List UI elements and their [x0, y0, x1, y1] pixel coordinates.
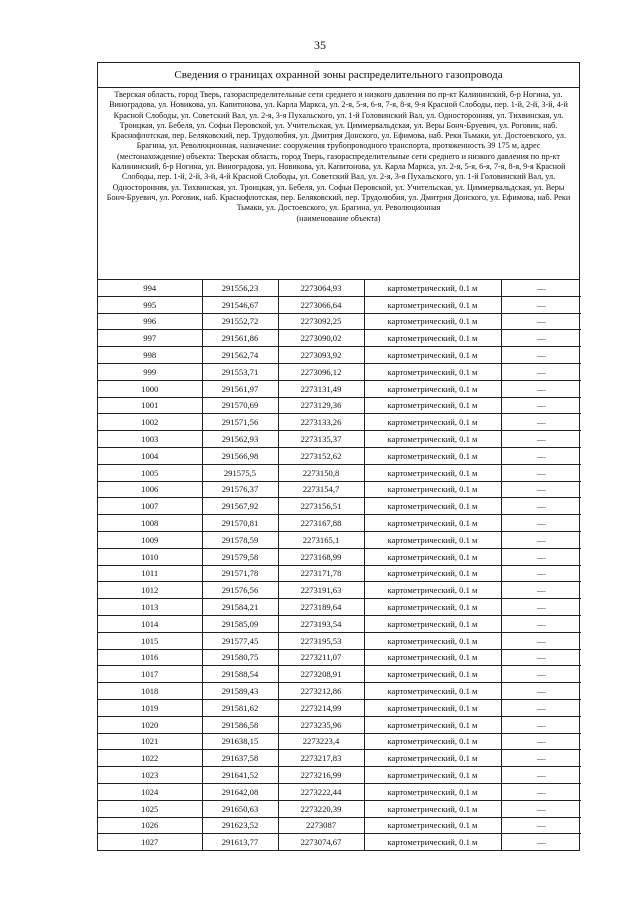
y-coordinate-cell: 2273074,67: [278, 834, 364, 850]
method-accuracy-cell: картометрический, 0.1 м: [364, 548, 501, 565]
x-coordinate-cell: 291577,45: [202, 632, 278, 649]
x-coordinate-cell: 291641,52: [202, 767, 278, 784]
method-accuracy-cell: картометрический, 0.1 м: [364, 733, 501, 750]
description-cell: —: [501, 330, 581, 347]
method-accuracy-cell: картометрический, 0.1 м: [364, 380, 501, 397]
point-number-cell: 1006: [98, 481, 202, 498]
method-accuracy-cell: картометрический, 0.1 м: [364, 699, 501, 716]
description-cell: —: [501, 683, 581, 700]
method-accuracy-cell: картометрический, 0.1 м: [364, 464, 501, 481]
method-accuracy-cell: картометрический, 0.1 м: [364, 447, 501, 464]
y-coordinate-cell: 2273220,39: [278, 800, 364, 817]
method-accuracy-cell: картометрический, 0.1 м: [364, 750, 501, 767]
object-description-block: [98, 88, 579, 280]
y-coordinate-cell: 2273222,44: [278, 783, 364, 800]
description-cell: —: [501, 649, 581, 666]
table-row: [98, 800, 581, 817]
x-coordinate-cell: 291562,93: [202, 431, 278, 448]
x-coordinate-cell: 291556,23: [202, 280, 278, 296]
point-number-cell: 1013: [98, 599, 202, 616]
description-cell: —: [501, 531, 581, 548]
table-row: [98, 464, 581, 481]
description-cell: —: [501, 515, 581, 532]
point-number-cell: 1002: [98, 414, 202, 431]
point-number-cell: 1008: [98, 515, 202, 532]
method-accuracy-cell: картометрический, 0.1 м: [364, 515, 501, 532]
description-cell: —: [501, 414, 581, 431]
method-accuracy-cell: картометрический, 0.1 м: [364, 347, 501, 364]
description-cell: —: [501, 716, 581, 733]
description-cell: —: [501, 800, 581, 817]
x-coordinate-cell: 291566,98: [202, 447, 278, 464]
method-accuracy-cell: картометрический, 0.1 м: [364, 565, 501, 582]
table-row: [98, 817, 581, 834]
point-number-cell: 1015: [98, 632, 202, 649]
point-number-cell: 994: [98, 280, 202, 296]
table-row: [98, 767, 581, 784]
description-cell: —: [501, 699, 581, 716]
y-coordinate-cell: 2273135,37: [278, 431, 364, 448]
x-coordinate-cell: 291580,75: [202, 649, 278, 666]
document-title: Сведения о границах охранной зоны распределительного газопровода: [98, 63, 579, 88]
x-coordinate-cell: 291586,58: [202, 716, 278, 733]
table-row: [98, 498, 581, 515]
y-coordinate-cell: 2273150,8: [278, 464, 364, 481]
description-cell: —: [501, 313, 581, 330]
method-accuracy-cell: картометрический, 0.1 м: [364, 615, 501, 632]
table-row: [98, 783, 581, 800]
point-number-cell: 1022: [98, 750, 202, 767]
y-coordinate-cell: 2273217,83: [278, 750, 364, 767]
description-cell: —: [501, 296, 581, 313]
x-coordinate-cell: 291638,15: [202, 733, 278, 750]
description-cell: —: [501, 733, 581, 750]
description-cell: —: [501, 582, 581, 599]
page-number: 35: [314, 38, 326, 52]
y-coordinate-cell: 2273156,51: [278, 498, 364, 515]
y-coordinate-cell: 2273211,07: [278, 649, 364, 666]
table-row: [98, 699, 581, 716]
x-coordinate-cell: 291546,67: [202, 296, 278, 313]
y-coordinate-cell: 2273208,91: [278, 666, 364, 683]
y-coordinate-cell: 2273154,7: [278, 481, 364, 498]
description-cell: —: [501, 363, 581, 380]
table-row: [98, 481, 581, 498]
y-coordinate-cell: 2273165,1: [278, 531, 364, 548]
point-number-cell: 1005: [98, 464, 202, 481]
x-coordinate-cell: 291570,69: [202, 397, 278, 414]
x-coordinate-cell: 291588,54: [202, 666, 278, 683]
point-number-cell: 1023: [98, 767, 202, 784]
y-coordinate-cell: 2273189,64: [278, 599, 364, 616]
method-accuracy-cell: картометрический, 0.1 м: [364, 280, 501, 296]
point-number-cell: 1024: [98, 783, 202, 800]
y-coordinate-cell: 2273235,96: [278, 716, 364, 733]
coordinates-table-body: [98, 280, 581, 850]
boundary-info-frame: [97, 62, 580, 851]
y-coordinate-cell: 2273090,02: [278, 330, 364, 347]
method-accuracy-cell: картометрический, 0.1 м: [364, 431, 501, 448]
y-coordinate-cell: 2273064,93: [278, 280, 364, 296]
description-cell: —: [501, 834, 581, 850]
method-accuracy-cell: картометрический, 0.1 м: [364, 481, 501, 498]
table-row: [98, 431, 581, 448]
x-coordinate-cell: 291579,58: [202, 548, 278, 565]
table-row: [98, 599, 581, 616]
method-accuracy-cell: картометрический, 0.1 м: [364, 767, 501, 784]
method-accuracy-cell: картометрический, 0.1 м: [364, 649, 501, 666]
x-coordinate-cell: 291561,86: [202, 330, 278, 347]
x-coordinate-cell: 291576,37: [202, 481, 278, 498]
object-description: Тверская область, город Тверь, газораспределительные сети среднего и низкого давления по пр-кт Калининский, б-р Ногина, ул. Виноградова, ул. Новикова, ул. Капитонова, ул. Карла Маркса, ул. 2-я, 5-я, 6-я, 7-я, 8-я, 9-я Красной Слободы, пер. 1-й, 2-й, 3-й, 4-й Красной Слободы, ул. Советский Вал, ул. 2-я, 3-я Пухальского, ул. 1-й Головинский Вал, ул. Односторонняя, ул. Тихвинская, ул. Троицкая, ул. Бебеля, ул. Софьи Перовской, ул. Учительская, ул. Циммервальдская, ул. Веры Бонч-Бруевич, ул. Роговик, наб. Краснофлотская, пер. Беляковский, пер. Трудолюбия, ул. Дмитрия Донского, ул. Ефимова, наб. Реки Тьмаки, ул. Достоевского, ул. Брагина, ул. Революционная, назначение: сооружения трубопроводного транспорта, протяженность 39 175 м, адрес (местонахождение) объекта: Тверская область, город Тверь, газораспределительные сети среднего и низкого давления по пр-кт Калининский, б-р Ногина, ул. Виноградова, ул. Новикова, ул. Капитонова, ул. Карла Маркса, ул. 2-я, 5-я, 6-я, 7-я, 8-я, 9-я Красной Слободы, пер. 1-й, 2-й, 3-й, 4-й Красной Слободы, ул. Советский Вал, ул. 2-я, 3-я Пухальского, ул. 1-й Головинский Вал, ул. Односторонняя, ул. Тихвинская, ул. Троицкая, ул. Бебеля, ул. Софьи Перовской, ул. Учительская, ул. Циммервальдская, ул. Веры Бонч-Бруевич, ул. Роговик, наб. Краснофлотская, пер. Беляковский, пер. Трудолюбия, ул. Дмитрия Донского, ул. Ефимова, наб. Реки Тьмаки, ул. Достоевского, ул. Брагина, ул. Революционная: [106, 90, 571, 213]
table-row: [98, 683, 581, 700]
description-cell: —: [501, 447, 581, 464]
table-row: [98, 447, 581, 464]
table-row: [98, 347, 581, 364]
method-accuracy-cell: картометрический, 0.1 м: [364, 582, 501, 599]
description-cell: —: [501, 632, 581, 649]
point-number-cell: 1021: [98, 733, 202, 750]
y-coordinate-cell: 2273214,99: [278, 699, 364, 716]
description-cell: —: [501, 750, 581, 767]
table-row: [98, 397, 581, 414]
y-coordinate-cell: 2273191,63: [278, 582, 364, 599]
object-name-caption: (наименование объекта): [296, 213, 381, 223]
description-cell: —: [501, 280, 581, 296]
point-number-cell: 1017: [98, 666, 202, 683]
method-accuracy-cell: картометрический, 0.1 м: [364, 397, 501, 414]
point-number-cell: 1016: [98, 649, 202, 666]
method-accuracy-cell: картометрический, 0.1 м: [364, 531, 501, 548]
table-row: [98, 515, 581, 532]
point-number-cell: 1019: [98, 699, 202, 716]
description-cell: —: [501, 783, 581, 800]
description-cell: —: [501, 817, 581, 834]
y-coordinate-cell: 2273195,53: [278, 632, 364, 649]
x-coordinate-cell: 291642,08: [202, 783, 278, 800]
x-coordinate-cell: 291562,74: [202, 347, 278, 364]
y-coordinate-cell: 2273167,88: [278, 515, 364, 532]
x-coordinate-cell: 291585,09: [202, 615, 278, 632]
x-coordinate-cell: 291650,63: [202, 800, 278, 817]
point-number-cell: 1004: [98, 447, 202, 464]
y-coordinate-cell: 2273216,99: [278, 767, 364, 784]
method-accuracy-cell: картометрический, 0.1 м: [364, 414, 501, 431]
description-cell: —: [501, 498, 581, 515]
x-coordinate-cell: 291575,5: [202, 464, 278, 481]
x-coordinate-cell: 291567,92: [202, 498, 278, 515]
method-accuracy-cell: картометрический, 0.1 м: [364, 666, 501, 683]
y-coordinate-cell: 2273131,49: [278, 380, 364, 397]
x-coordinate-cell: 291552,72: [202, 313, 278, 330]
method-accuracy-cell: картометрический, 0.1 м: [364, 498, 501, 515]
y-coordinate-cell: 2273168,99: [278, 548, 364, 565]
point-number-cell: 1014: [98, 615, 202, 632]
point-number-cell: 1009: [98, 531, 202, 548]
point-number-cell: 996: [98, 313, 202, 330]
table-row: [98, 666, 581, 683]
point-number-cell: 1012: [98, 582, 202, 599]
y-coordinate-cell: 2273133,26: [278, 414, 364, 431]
y-coordinate-cell: 2273093,92: [278, 347, 364, 364]
method-accuracy-cell: картометрический, 0.1 м: [364, 834, 501, 850]
y-coordinate-cell: 2273152,62: [278, 447, 364, 464]
description-cell: —: [501, 481, 581, 498]
point-number-cell: 998: [98, 347, 202, 364]
table-row: [98, 716, 581, 733]
point-number-cell: 1020: [98, 716, 202, 733]
y-coordinate-cell: 2273129,36: [278, 397, 364, 414]
table-row: [98, 615, 581, 632]
table-row: [98, 363, 581, 380]
y-coordinate-cell: 2273193,54: [278, 615, 364, 632]
point-number-cell: 1010: [98, 548, 202, 565]
table-row: [98, 531, 581, 548]
point-number-cell: 997: [98, 330, 202, 347]
method-accuracy-cell: картометрический, 0.1 м: [364, 330, 501, 347]
y-coordinate-cell: 2273087: [278, 817, 364, 834]
y-coordinate-cell: 2273212,86: [278, 683, 364, 700]
description-cell: —: [501, 565, 581, 582]
point-number-cell: 1018: [98, 683, 202, 700]
method-accuracy-cell: картометрический, 0.1 м: [364, 817, 501, 834]
table-row: [98, 548, 581, 565]
y-coordinate-cell: 2273096,12: [278, 363, 364, 380]
method-accuracy-cell: картометрический, 0.1 м: [364, 632, 501, 649]
x-coordinate-cell: 291561,97: [202, 380, 278, 397]
table-row: [98, 733, 581, 750]
table-row: [98, 414, 581, 431]
method-accuracy-cell: картометрический, 0.1 м: [364, 296, 501, 313]
description-cell: —: [501, 347, 581, 364]
x-coordinate-cell: 291637,58: [202, 750, 278, 767]
x-coordinate-cell: 291581,62: [202, 699, 278, 716]
point-number-cell: 1026: [98, 817, 202, 834]
table-row: [98, 280, 581, 296]
description-cell: —: [501, 464, 581, 481]
method-accuracy-cell: картометрический, 0.1 м: [364, 313, 501, 330]
description-cell: —: [501, 666, 581, 683]
description-cell: —: [501, 380, 581, 397]
table-row: [98, 750, 581, 767]
table-row: [98, 380, 581, 397]
x-coordinate-cell: 291613,77: [202, 834, 278, 850]
x-coordinate-cell: 291584,21: [202, 599, 278, 616]
description-cell: —: [501, 767, 581, 784]
table-row: [98, 632, 581, 649]
point-number-cell: 1011: [98, 565, 202, 582]
table-row: [98, 330, 581, 347]
description-cell: —: [501, 548, 581, 565]
x-coordinate-cell: 291570,81: [202, 515, 278, 532]
method-accuracy-cell: картометрический, 0.1 м: [364, 683, 501, 700]
table-row: [98, 313, 581, 330]
description-cell: —: [501, 599, 581, 616]
point-number-cell: 1001: [98, 397, 202, 414]
description-cell: —: [501, 397, 581, 414]
x-coordinate-cell: 291576,56: [202, 582, 278, 599]
x-coordinate-cell: 291571,78: [202, 565, 278, 582]
coordinates-table: [98, 280, 581, 850]
point-number-cell: 1000: [98, 380, 202, 397]
y-coordinate-cell: 2273066,64: [278, 296, 364, 313]
description-cell: —: [501, 615, 581, 632]
table-row: [98, 565, 581, 582]
x-coordinate-cell: 291578,59: [202, 531, 278, 548]
table-row: [98, 834, 581, 850]
x-coordinate-cell: 291571,56: [202, 414, 278, 431]
point-number-cell: 999: [98, 363, 202, 380]
point-number-cell: 1027: [98, 834, 202, 850]
table-row: [98, 649, 581, 666]
point-number-cell: 995: [98, 296, 202, 313]
description-cell: —: [501, 431, 581, 448]
method-accuracy-cell: картометрический, 0.1 м: [364, 783, 501, 800]
x-coordinate-cell: 291553,71: [202, 363, 278, 380]
point-number-cell: 1003: [98, 431, 202, 448]
method-accuracy-cell: картометрический, 0.1 м: [364, 363, 501, 380]
table-row: [98, 582, 581, 599]
point-number-cell: 1025: [98, 800, 202, 817]
y-coordinate-cell: 2273092,25: [278, 313, 364, 330]
y-coordinate-cell: 2273171,78: [278, 565, 364, 582]
y-coordinate-cell: 2273223,4: [278, 733, 364, 750]
x-coordinate-cell: 291589,43: [202, 683, 278, 700]
point-number-cell: 1007: [98, 498, 202, 515]
x-coordinate-cell: 291623,52: [202, 817, 278, 834]
method-accuracy-cell: картометрический, 0.1 м: [364, 599, 501, 616]
method-accuracy-cell: картометрический, 0.1 м: [364, 800, 501, 817]
method-accuracy-cell: картометрический, 0.1 м: [364, 716, 501, 733]
table-row: [98, 296, 581, 313]
